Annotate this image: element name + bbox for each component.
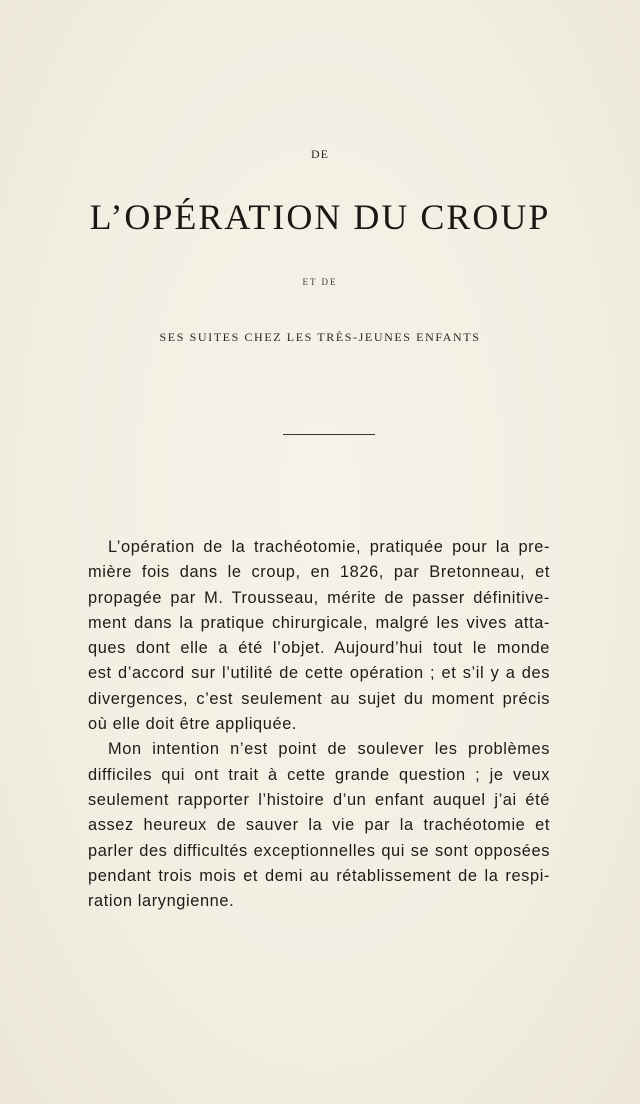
page-subtitle: SES SUITES CHEZ LES TRÈS-JEUNES ENFANTS <box>159 330 481 344</box>
header-et-de: ET DE <box>302 277 338 287</box>
text-line: L’opération de la trachéotomie, pratiquée pour la pre- <box>108 538 550 556</box>
body-text <box>88 535 550 914</box>
text-line: est d’accord sur l’utilité de cette opération ; et s’il y a des <box>88 664 550 683</box>
text-line: assez heureux de sauver la vie par la trachéotomie et <box>88 816 550 835</box>
text-line: seulement rapporter l’histoire d’un enfant auquel j’ai été <box>88 790 550 809</box>
text-line: Mon intention n’est point de soulever les problèmes <box>108 740 550 759</box>
text-line: ment dans la pratique chirurgicale, malgré les vives atta- <box>88 613 550 632</box>
text-line: difficiles qui ont trait à cette grande question ; je veux <box>88 765 550 784</box>
text-line: divergences, c’est seulement au sujet du moment précis <box>88 689 550 708</box>
page-title: L’OPÉRATION DU CROUP <box>89 197 551 237</box>
text-line: mière fois dans le croup, en 1826, par Bretonneau, et <box>88 563 550 582</box>
divider-rule <box>283 434 375 435</box>
text-line: où elle doit être appliquée. <box>88 715 298 734</box>
text-line: parler des difficultés exceptionnelles qui se sont opposées <box>88 841 550 860</box>
text-line: ration laryngienne. <box>88 892 235 911</box>
header-de: DE <box>311 147 329 161</box>
text-line: pendant trois mois et demi au rétablissement de la respi- <box>88 866 550 885</box>
text-line: propagée par M. Trousseau, mérite de passer définitive- <box>88 588 550 607</box>
text-line: ques dont elle a été l’objet. Aujourd’hui tout le monde <box>88 639 550 658</box>
